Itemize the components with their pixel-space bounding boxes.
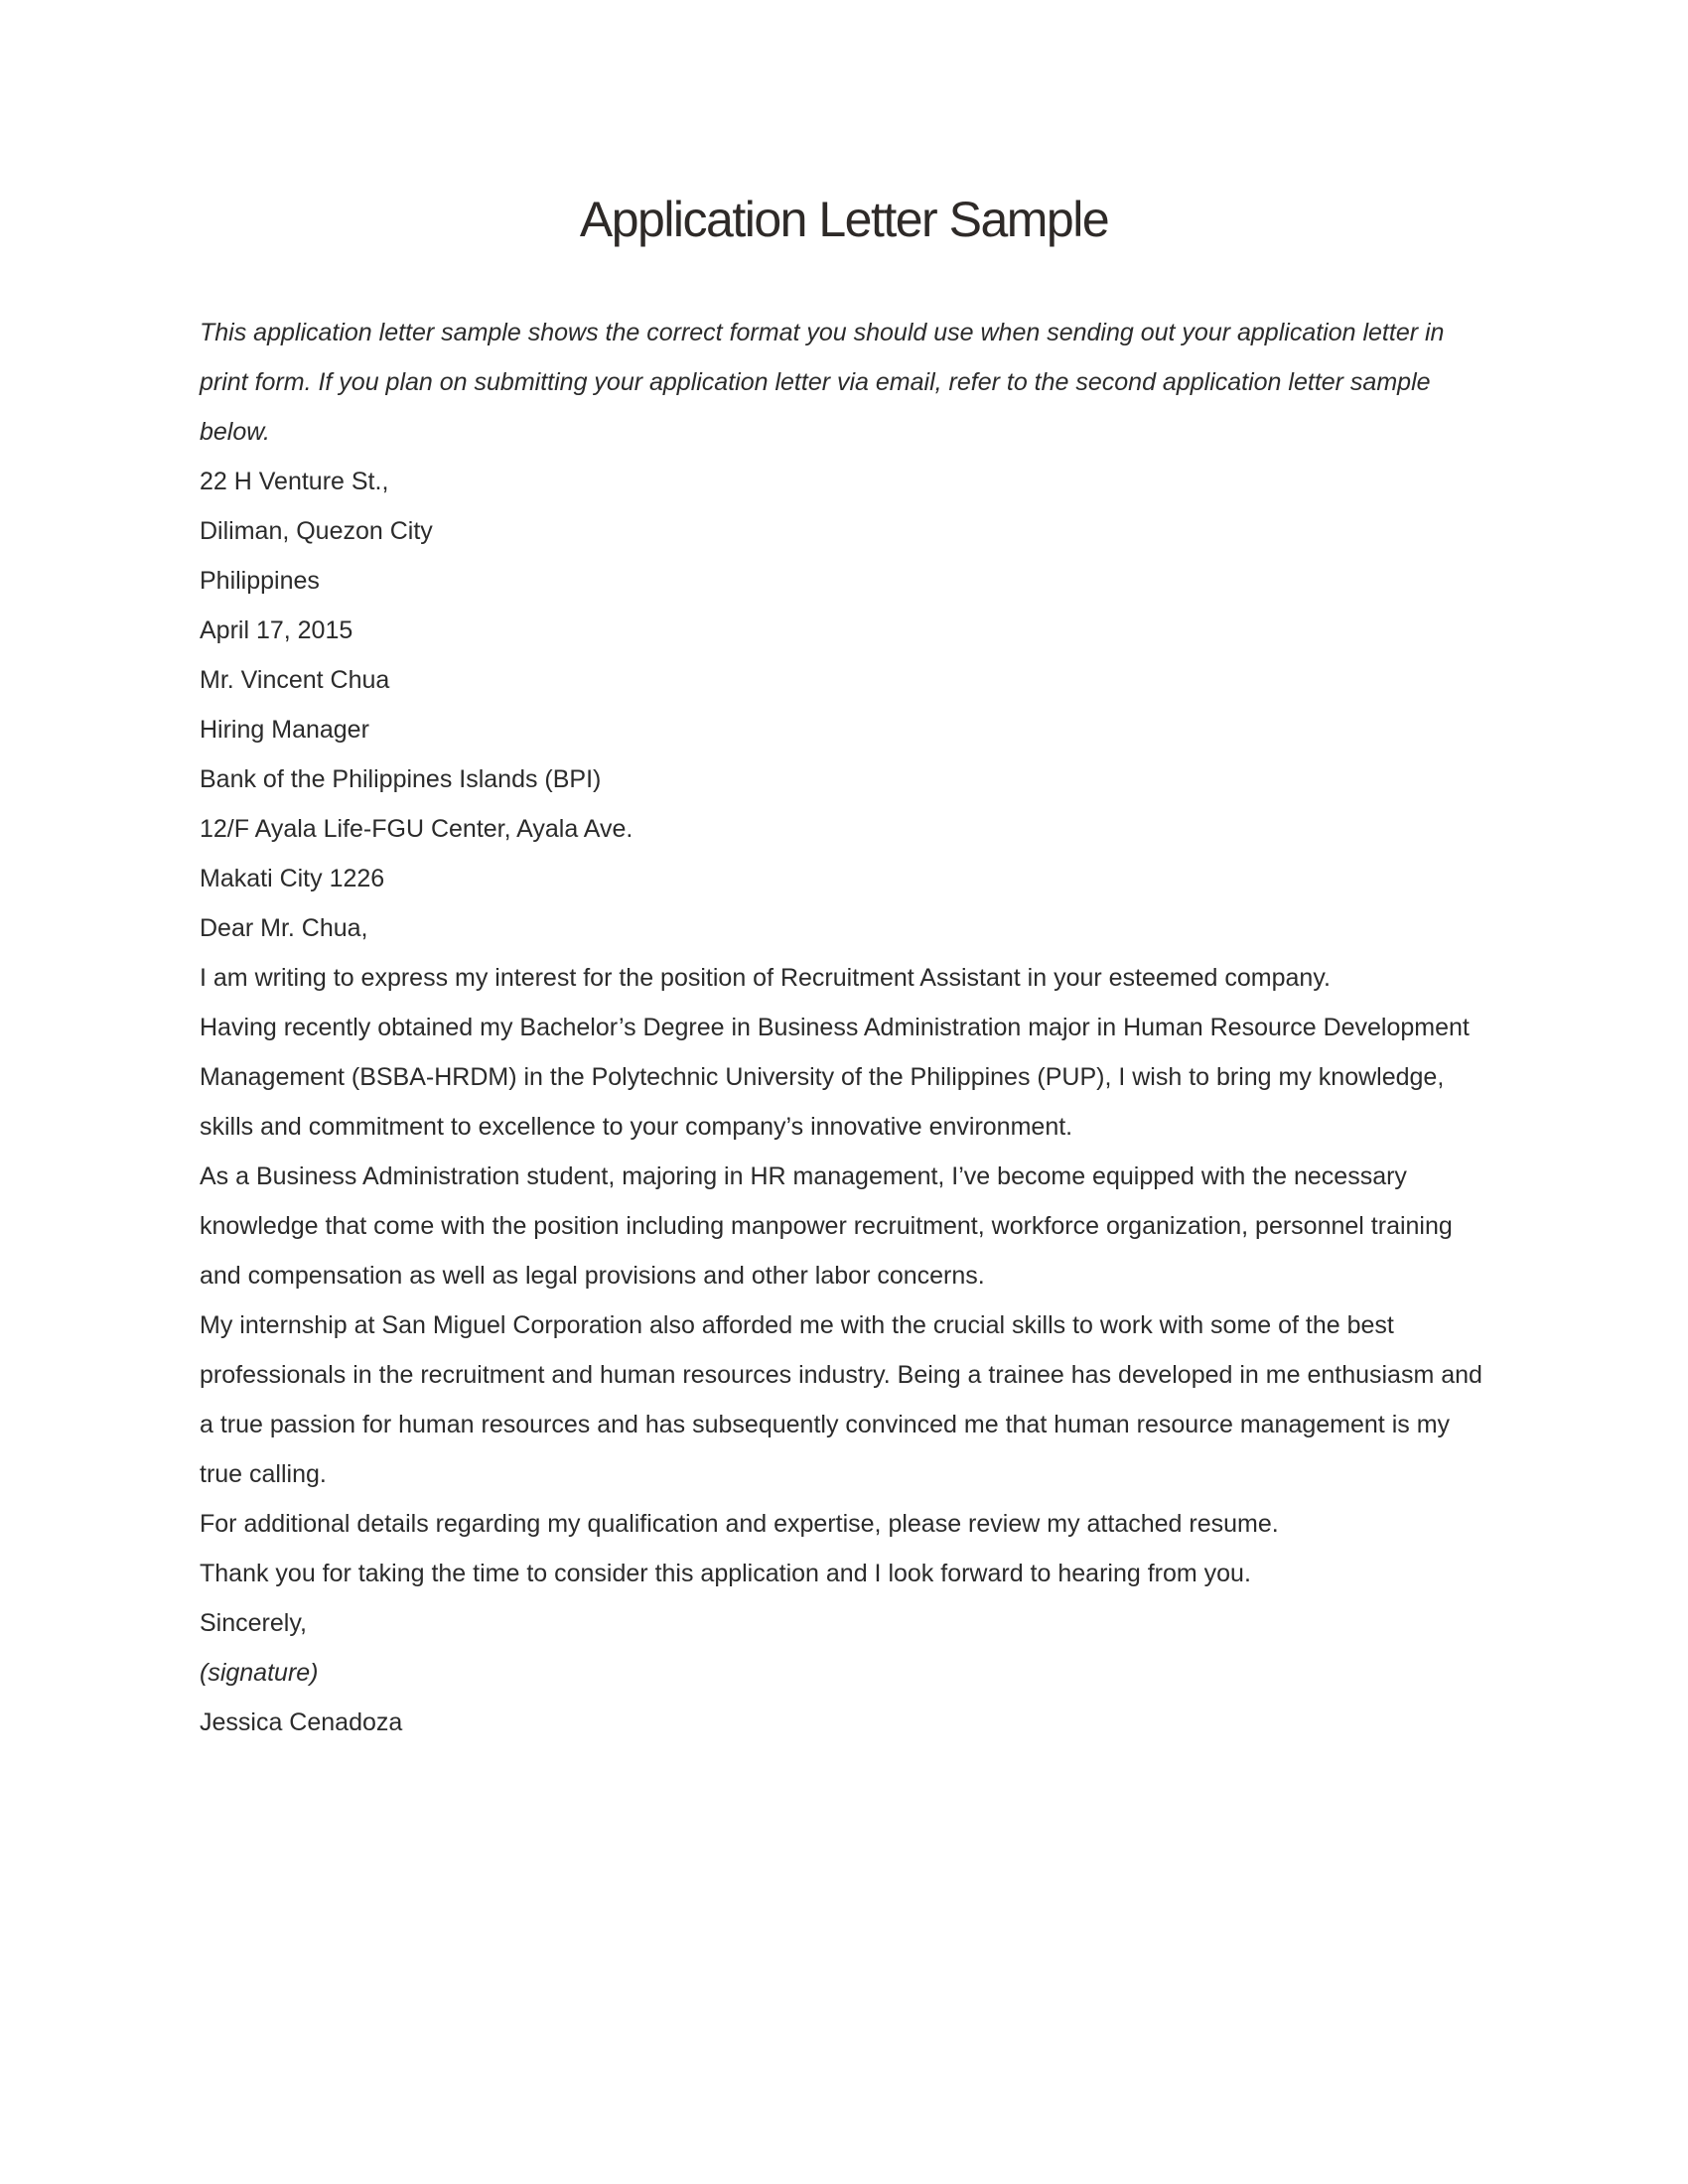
body-paragraph-1: I am writing to express my interest for the position of Recruitment Assistant in your esteemed company.: [200, 964, 1331, 992]
closing: Sincerely,: [200, 1609, 307, 1637]
letter-date: April 17, 2015: [200, 616, 353, 644]
sender-address-line-2: Diliman, Quezon City: [200, 517, 433, 545]
intro-paragraph: This application letter sample shows the correct format you should use when sending out your application letter in print form. If you plan on submitting your application letter via email, refer to the second application letter sample below.: [200, 319, 1445, 446]
body-paragraph-2: Having recently obtained my Bachelor’s Degree in Business Administration major in Human Resource Development Management (BSBA-HRDM) in the Polytechnic University of the Philippines (PUP), I wish to bring my knowledge, skills and commitment to excellence to your company’s innovative environment.: [200, 1014, 1470, 1141]
sender-address-line-3: Philippines: [200, 567, 320, 595]
recipient-address-line-2: Makati City 1226: [200, 865, 385, 892]
body-paragraph-3: As a Business Administration student, majoring in HR management, I’ve become equipped with the necessary knowledge that come with the position including manpower recruitment, workforce organization, personnel training and compensation as well as legal provisions and other labor concerns.: [200, 1162, 1453, 1290]
recipient-company: Bank of the Philippines Islands (BPI): [200, 765, 602, 793]
body-paragraph-6: Thank you for taking the time to consider this application and I look forward to hearing from you.: [200, 1560, 1251, 1587]
signature-placeholder: (signature): [200, 1659, 319, 1687]
recipient-name: Mr. Vincent Chua: [200, 666, 390, 694]
body-paragraph-4: My internship at San Miguel Corporation also afforded me with the crucial skills to work with some of the best professionals in the recruitment and human resources industry. Being a trainee has developed in me enthusiasm and a true passion for human resources and has subsequently convinced me that human resource management is my true calling.: [200, 1311, 1482, 1488]
sender-address-line-1: 22 H Venture St.,: [200, 468, 389, 495]
recipient-address-line-1: 12/F Ayala Life-FGU Center, Ayala Ave.: [200, 815, 633, 843]
salutation: Dear Mr. Chua,: [200, 914, 368, 942]
recipient-title: Hiring Manager: [200, 716, 369, 744]
page-title: Application Letter Sample: [579, 192, 1109, 247]
signer-name: Jessica Cenadoza: [200, 1708, 403, 1736]
body-paragraph-5: For additional details regarding my qualification and expertise, please review my attached resume.: [200, 1510, 1279, 1538]
letter-body: [200, 308, 1490, 1747]
